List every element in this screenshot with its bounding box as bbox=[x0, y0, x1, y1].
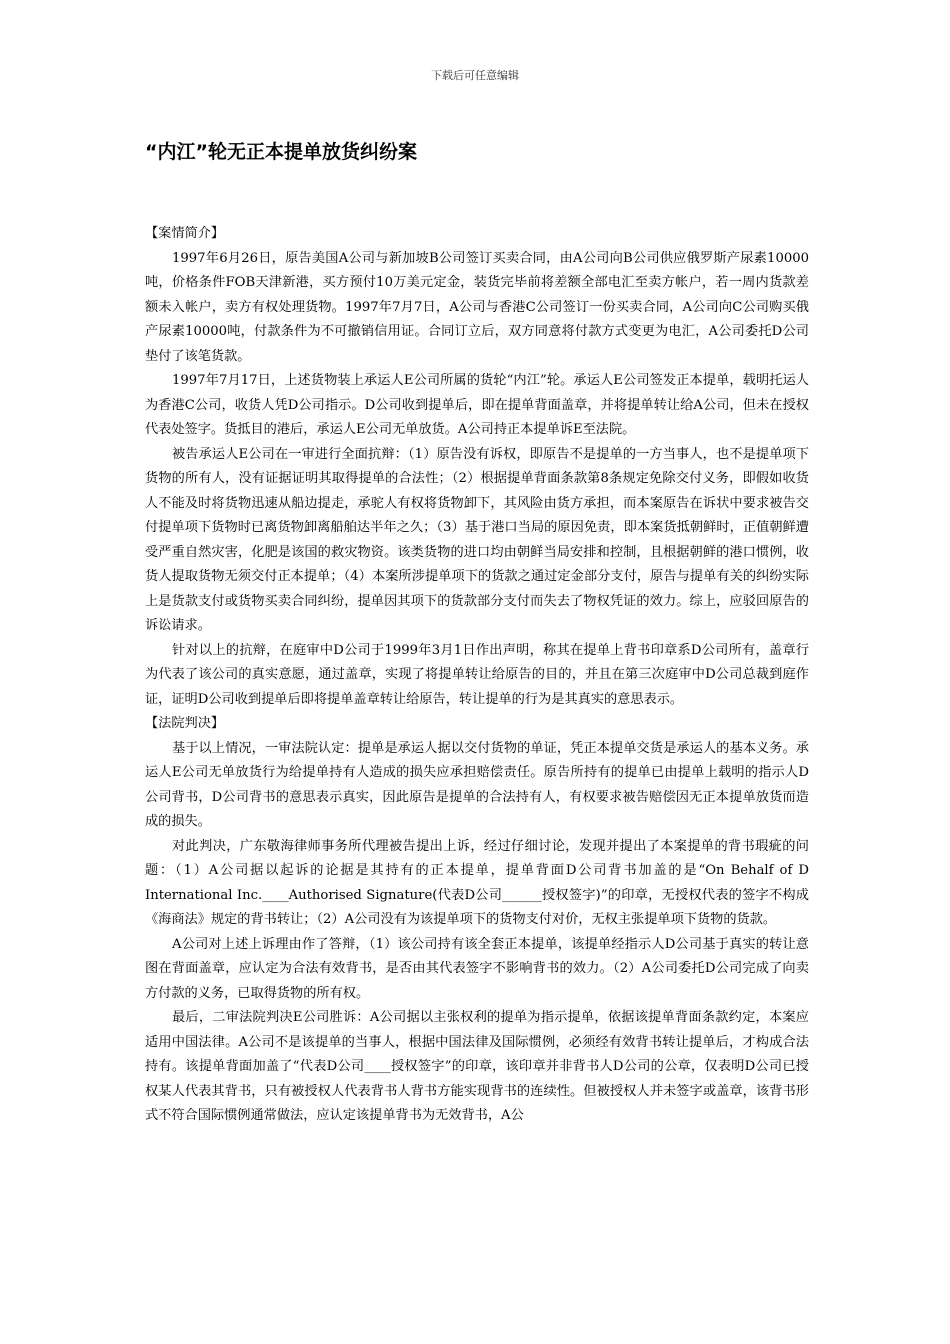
paragraph: 针对以上的抗辩，在庭审中D公司于1999年3月1日作出声明，称其在提单上背书印章系D公司所有，盖章行为代表了该公司的真实意愿，通过盖章，实现了将提单转让给原告的目的，并且在第三次庭审中D公司总裁到庭作证，证明D公司收到提单后即将提单盖章转让给原告，转让提单的行为是其真实的意思表示。 bbox=[145, 642, 809, 707]
page-header-note: 下载后可任意编辑 bbox=[431, 69, 519, 82]
paragraph: A公司对上述上诉理由作了答辩，（1）该公司持有该全套正本提单，该提单经指示人D公司基于真实的转让意图在背面盖章，应认定为合法有效背书，是否由其代表签字不影响背书的效力。（2）A公司委托D公司完成了向卖方付款的义务，已取得货物的所有权。 bbox=[145, 936, 809, 1001]
paragraph: 被告承运人E公司在一审进行全面抗辩：（1）原告没有诉权，即原告不是提单的一方当事人，也不是提单项下货物的所有人，没有证据证明其取得提单的合法性；（2）根据提单背面条款第8条规定免除交付义务，即假如收货人不能及时将货物迅速从船边提走，承驼人有权将货物卸下，其风险由货方承担，而本案原告在诉状中要求被告交付提单项下货物时已离货物卸离船舶达半年之久；（3）基于港口当局的原因免责，即本案货抵朝鲜时，正值朝鲜遭受严重自然灾害，化肥是该国的救灾物资。该类货物的进口均由朝鲜当局安排和控制，且根据朝鲜的港口惯例，收货人提取货物无须交付正本提单；（4）本案所涉提单项下的货款之通过定金部分支付，原告与提单有关的纠纷实际上是货款支付或货物买卖合同纠纷，提单因其项下的货款部分支付而失去了物权凭证的效力。综上，应驳回原告的诉讼请求。 bbox=[145, 446, 809, 633]
paragraph: 1997年7月17日，上述货物装上承运人E公司所属的货轮“内江”轮。承运人E公司签发正本提单，载明托运人为香港C公司，收货人凭D公司指示。D公司收到提单后，即在提单背面盖章，并将提单转让给A公司，但未在授权代表处签字。货抵目的港后，承运人E公司无单放货。A公司持正本提单诉E至法院。 bbox=[145, 373, 809, 437]
paragraph: 最后，二审法院判决E公司胜诉：A公司据以主张权利的提单为指示提单，依据该提单背面条款约定，本案应适用中国法律。A公司不是该提单的当事人，根据中国法律及国际惯例，必须经有效背书转让提单后，才构成合法持有。该提单背面加盖了“代表D公司____授权签字”的印章，该印章并非背书人D公司的公章，仅表明D公司已授权某人代表其背书，只有被授权人代表背书人背书方能实现背书的连续性。但被授权人并未签字或盖章，该背书形式不符合国际惯例通常做法，应认定该提单背书为无效背书，A公 bbox=[145, 1010, 809, 1123]
paragraph: 基于以上情况，一审法院认定：提单是承运人据以交付货物的单证，凭正本提单交货是承运人的基本义务。承运人E公司无单放货行为给提单持有人造成的损失应承担赔偿责任。原告所持有的提单已由提单上载明的指示人D公司背书，D公司背书的意思表示真实，因此原告是提单的合法持有人，有权要求被告赔偿因无正本提单放货而造成的损失。 bbox=[145, 740, 809, 829]
section-heading-court-judgment: 【法院判决】 bbox=[145, 716, 225, 731]
document-title: “内江”轮无正本提单放货纠纷案 bbox=[145, 141, 417, 163]
section-heading-case-summary: 【案情简介】 bbox=[145, 226, 225, 241]
paragraph: 1997年6月26日，原告美国A公司与新加坡B公司签订买卖合同，由A公司向B公司供应俄罗斯产尿素10000吨，价格条件FOB天津新港，买方预付10万美元定金，装货完毕前将差额全部电汇至卖方帐户，若一周内货款差 额未入帐户，卖方有权处理货物。1997年7月7日，A公司与香港C公司签订一份买卖合同，A公司向C公司购买俄产尿素10000吨，付款条件为不可撤销信用证。合同订立后，双方同意将付款方式变更为电汇，A公司委托D公司垫付了该笔货款。 bbox=[145, 250, 809, 364]
paragraph: 对此判决，广东敬海律师事务所代理被告提出上诉，经过仔细讨论，发现并提出了本案提单的背书瑕疵的问题：（1）A公司据以起诉的论据是其持有的正本提单，提单背面D公司背书加盖的是“On Behalf of D International Inc.____Authorised Signature(代表D公司______授权签字)”的印章，无授权代表的签字不构成《海商法》规定的背书转让；（2）A公司没有为该提单项下的货物支付对价，无权主张提单项下货物的货款。 bbox=[145, 838, 809, 927]
document-body bbox=[145, 222, 809, 1129]
